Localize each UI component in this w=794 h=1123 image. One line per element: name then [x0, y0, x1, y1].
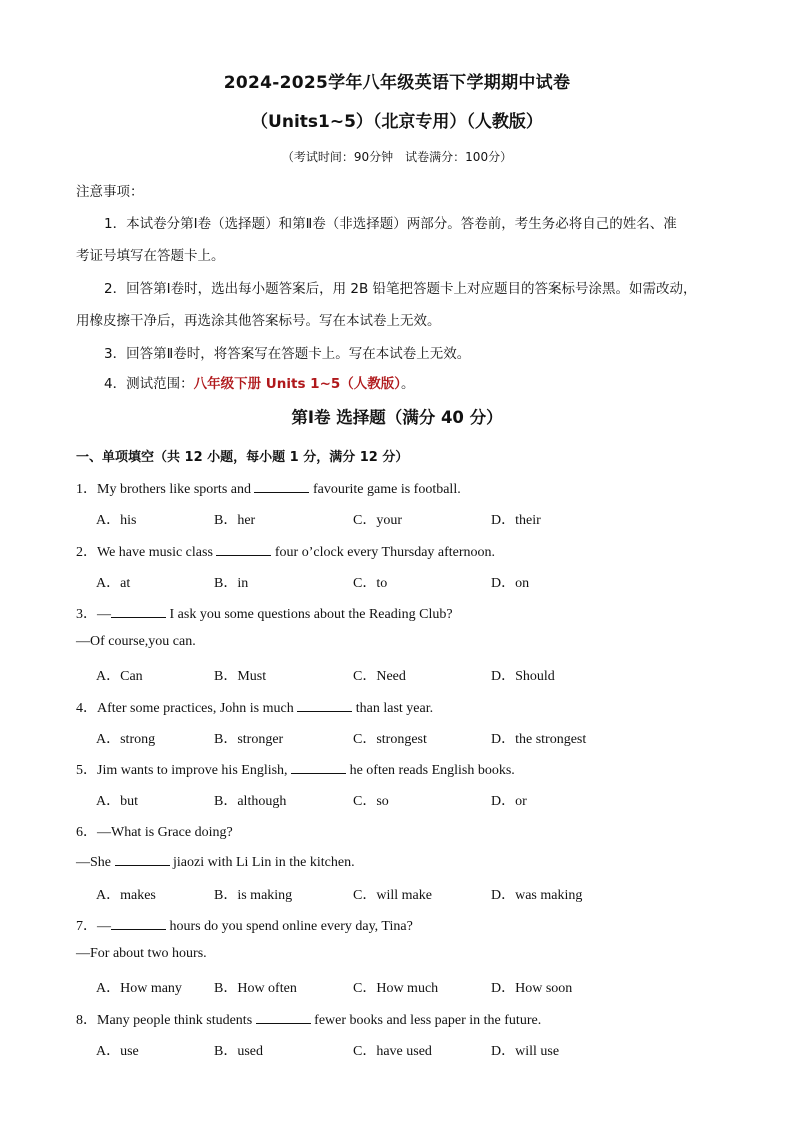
- option-a: A．Can: [96, 669, 143, 684]
- option-a: A．How many: [96, 981, 182, 996]
- question-2-options: [76, 572, 756, 592]
- exam-scope-line: （Units1~5）（北京专用）（人教版）: [251, 112, 543, 132]
- note-4-suffix: 。: [401, 376, 415, 392]
- question-text: 7．—: [76, 919, 111, 934]
- option-d: D．will use: [491, 1044, 560, 1059]
- option-d: D．Should: [491, 669, 555, 684]
- question-1: [76, 478, 461, 498]
- question-text: 1．My brothers like sports and: [76, 482, 255, 497]
- question-text: fewer books and less paper in the future.: [310, 1013, 542, 1028]
- option-d: D．How soon: [491, 981, 573, 996]
- option-d: D．was making: [491, 888, 583, 903]
- question-text: 4．After some practices, John is much: [76, 701, 298, 716]
- answer-blank: [254, 480, 309, 493]
- option-d: D．or: [491, 794, 527, 809]
- note-2-line-1: 2．回答第Ⅰ卷时，选出每小题答案后，用 2B 铅笔把答题卡上对应题目的答案标号涂黑。如需改动，: [104, 281, 697, 297]
- question-text: 2．We have music class: [76, 545, 217, 560]
- option-a: A．use: [96, 1044, 139, 1059]
- question-4: [76, 697, 433, 717]
- note-4: [104, 372, 415, 392]
- answer-blank: [111, 917, 166, 930]
- answer-blank: [256, 1011, 311, 1024]
- option-c: C．to: [353, 576, 388, 591]
- question-text: hours do you spend online every day, Tina?: [166, 919, 413, 934]
- question-3: [76, 603, 453, 623]
- question-text: —She: [76, 855, 115, 870]
- question-8: [76, 1009, 541, 1029]
- option-a: A．strong: [96, 732, 156, 747]
- question-4-options: [76, 728, 756, 748]
- option-b: B．in: [214, 576, 249, 591]
- option-c: C．your: [353, 513, 402, 528]
- question-6-reply: [76, 853, 355, 871]
- answer-blank: [111, 605, 166, 618]
- option-a: A．makes: [96, 888, 156, 903]
- note-4-prefix: 4．测试范围：: [104, 376, 194, 392]
- option-b: B．How often: [214, 981, 297, 996]
- answer-blank: [115, 853, 170, 866]
- question-text: four o’clock every Thursday afternoon.: [271, 545, 496, 560]
- notes-heading: 注意事项：: [76, 184, 144, 200]
- question-text: jiaozi with Li Lin in the kitchen.: [169, 855, 355, 870]
- question-6-options: [76, 884, 756, 904]
- option-b: B．her: [214, 513, 256, 528]
- question-text: than last year.: [352, 701, 434, 716]
- option-b: B．is making: [214, 888, 293, 903]
- option-c: C．so: [353, 794, 389, 809]
- part-title: 一、单项填空（共 12 小题，每小题 1 分，满分 12 分）: [76, 450, 409, 465]
- question-3-reply: —Of course,you can.: [76, 634, 196, 649]
- option-c: C．will make: [353, 888, 432, 903]
- question-5: [76, 759, 515, 779]
- question-3-options: [76, 665, 756, 685]
- question-text: he often reads English books.: [346, 763, 515, 778]
- question-7: [76, 915, 413, 935]
- question-text: favourite game is football.: [309, 482, 461, 497]
- question-text: 8．Many people think students: [76, 1013, 256, 1028]
- note-1-line-2: 考证号填写在答题卡上。: [76, 248, 225, 264]
- question-text: 5．Jim wants to improve his English,: [76, 763, 292, 778]
- question-2: [76, 541, 495, 561]
- option-c: C．Need: [353, 669, 406, 684]
- option-c: C．How much: [353, 981, 439, 996]
- answer-blank: [297, 699, 352, 712]
- answer-blank: [291, 761, 346, 774]
- question-6: 6．—What is Grace doing?: [76, 825, 233, 840]
- option-a: A．at: [96, 576, 131, 591]
- option-c: C．have used: [353, 1044, 432, 1059]
- option-b: B．Must: [214, 669, 267, 684]
- option-d: D．the strongest: [491, 732, 587, 747]
- question-7-options: [76, 977, 756, 997]
- exam-title: 2024-2025学年八年级英语下学期期中试卷: [223, 73, 571, 93]
- option-b: B．stronger: [214, 732, 284, 747]
- note-3: 3．回答第Ⅱ卷时，将答案写在答题卡上。写在本试卷上无效。: [104, 346, 471, 362]
- section-title: 第Ⅰ卷 选择题（满分 40 分）: [291, 408, 503, 427]
- exam-info: （考试时间：90分钟 试卷满分：100分）: [281, 150, 513, 164]
- option-d: D．on: [491, 576, 530, 591]
- option-a: A．but: [96, 794, 138, 809]
- option-a: A．his: [96, 513, 137, 528]
- question-text: I ask you some questions about the Reading Club?: [166, 607, 453, 622]
- answer-blank: [216, 543, 271, 556]
- option-c: C．strongest: [353, 732, 427, 747]
- note-2-line-2: 用橡皮擦干净后，再选涂其他答案标号。写在本试卷上无效。: [76, 313, 441, 329]
- note-4-scope: 八年级下册 Units 1~5（人教版）: [193, 376, 402, 392]
- option-b: B．although: [214, 794, 287, 809]
- question-7-reply: —For about two hours.: [76, 946, 207, 961]
- question-1-options: [76, 509, 756, 529]
- note-1-line-1: 1．本试卷分第Ⅰ卷（选择题）和第Ⅱ卷（非选择题）两部分。答卷前，考生务必将自己的姓名、准: [104, 216, 677, 232]
- option-d: D．their: [491, 513, 541, 528]
- question-8-options: [76, 1040, 756, 1060]
- question-5-options: [76, 790, 756, 810]
- option-b: B．used: [214, 1044, 263, 1059]
- question-text: 3．—: [76, 607, 111, 622]
